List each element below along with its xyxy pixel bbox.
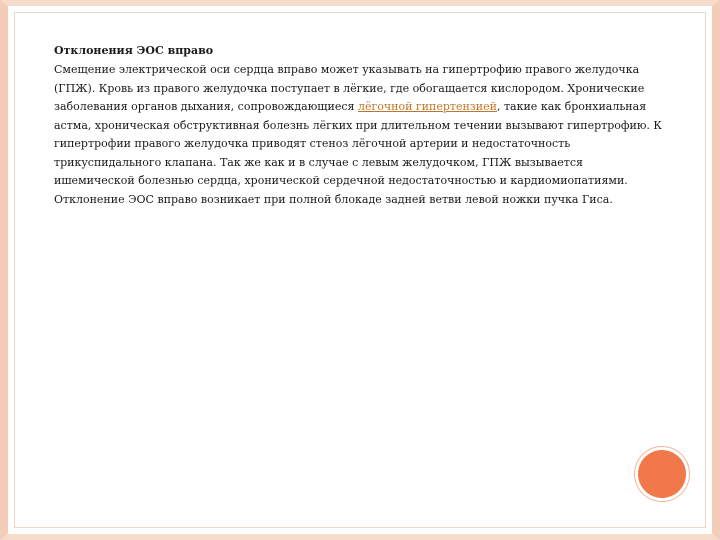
slide-paragraph: [54, 61, 664, 209]
slide-heading: Отклонения ЭОС вправо: [54, 44, 214, 57]
slide-content: [54, 43, 664, 209]
decorative-circle-icon: [638, 450, 686, 498]
paragraph-text-end: , такие как бронхиальная астма, хроническая обструктивная болезнь лёгких при длительном течении вызывают гипертрофию. К гипертрофии правого желудочка приводят стеноз лёгочной артерии и недостаточность трикуспидального клапана. Так же как и в случае с левым желудочком, ГПЖ вызывается ишемической болезнью сердца, хронической сердечной недостаточностью и кардиомиопатиями. Отклонение ЭОС вправо возникает при полной блокаде задней ветви левой ножки пучка Гиса.: [54, 100, 662, 206]
paragraph-text-start: Смещение электрической оси сердца вправо может указывать на гипертрофию правого желудочка (ГПЖ). Кровь из правого желудочка поступает в лёгкие, где обогащается кислородом. Хронические заболевания органов дыхания, сопровождающиеся: [54, 63, 645, 113]
pulmonary-hypertension-link[interactable]: лёгочной гипертензией: [357, 100, 497, 113]
